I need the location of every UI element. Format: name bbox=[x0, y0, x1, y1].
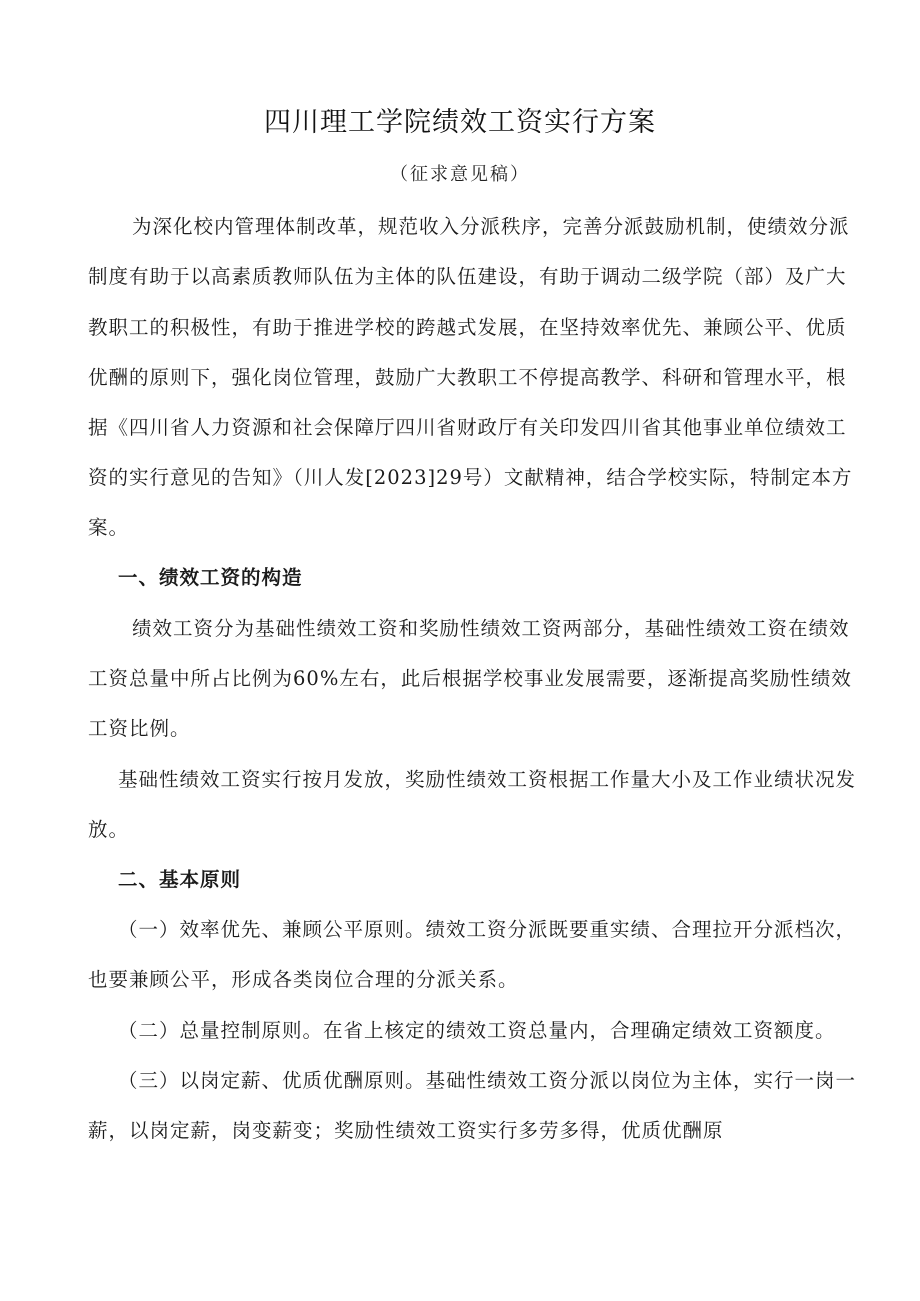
section1-para2-line: 基础性绩效工资实行按月发放，奖励性绩效工资根据工作量大小及工作业绩状况发 bbox=[118, 768, 857, 791]
section1-para1-line: 工资总量中所占比例为60%左右，此后根据学校事业发展需要，逐渐提高奖励性绩效 bbox=[88, 667, 852, 690]
intro-line: 优酬的原则下，强化岗位管理，鼓励广大教职工不停提高教学、科研和管理水平，根 bbox=[88, 366, 847, 389]
intro-line: 为深化校内管理体制改革，规范收入分派秩序，完善分派鼓励机制，使绩效分派 bbox=[132, 215, 850, 238]
intro-line: 教职工的积极性，有助于推进学校的跨越式发展，在坚持效率优先、兼顾公平、优质 bbox=[88, 316, 847, 339]
section2-item3-line: （三）以岗定薪、优质优酬原则。基础性绩效工资分派以岗位为主体，实行一岗一 bbox=[118, 1069, 857, 1092]
section1-para2-line: 放。 bbox=[88, 818, 130, 841]
section2-item3-line: 薪，以岗定薪，岗变薪变；奖励性绩效工资实行多劳多得，优质优酬原 bbox=[88, 1119, 724, 1142]
section1-para1-line: 绩效工资分为基础性绩效工资和奖励性绩效工资两部分，基础性绩效工资在绩效 bbox=[132, 617, 850, 640]
section1-para1-line: 工资比例。 bbox=[88, 717, 191, 740]
section2-item1-line: （一）效率优先、兼顾公平原则。绩效工资分派既要重实绩、合理拉开分派档次， bbox=[118, 918, 857, 941]
intro-line: 据《四川省人力资源和社会保障厅四川省财政厅有关印发四川省其他事业单位绩效工 bbox=[88, 416, 847, 439]
intro-line: 案。 bbox=[88, 516, 130, 539]
document-title: 四川理工学院绩效工资实行方案 bbox=[264, 107, 656, 138]
intro-line: 制度有助于以高素质教师队伍为主体的队伍建设，有助于调动二级学院（部）及广大 bbox=[88, 265, 847, 288]
section2-item1-line: 也要兼顾公平，形成各类岗位合理的分派关系。 bbox=[88, 968, 519, 991]
intro-line: 资的实行意见的告知》（川人发[2023]29号）文献精神，结合学校实际，特制定本方 bbox=[88, 466, 853, 489]
section2-item2-line: （二）总量控制原则。在省上核定的绩效工资总量内，合理确定绩效工资额度。 bbox=[118, 1019, 836, 1042]
document-subtitle: （征求意见稿） bbox=[390, 164, 530, 185]
section-heading: 二、基本原则 bbox=[118, 868, 242, 891]
section-heading: 一、绩效工资的构造 bbox=[118, 566, 303, 589]
